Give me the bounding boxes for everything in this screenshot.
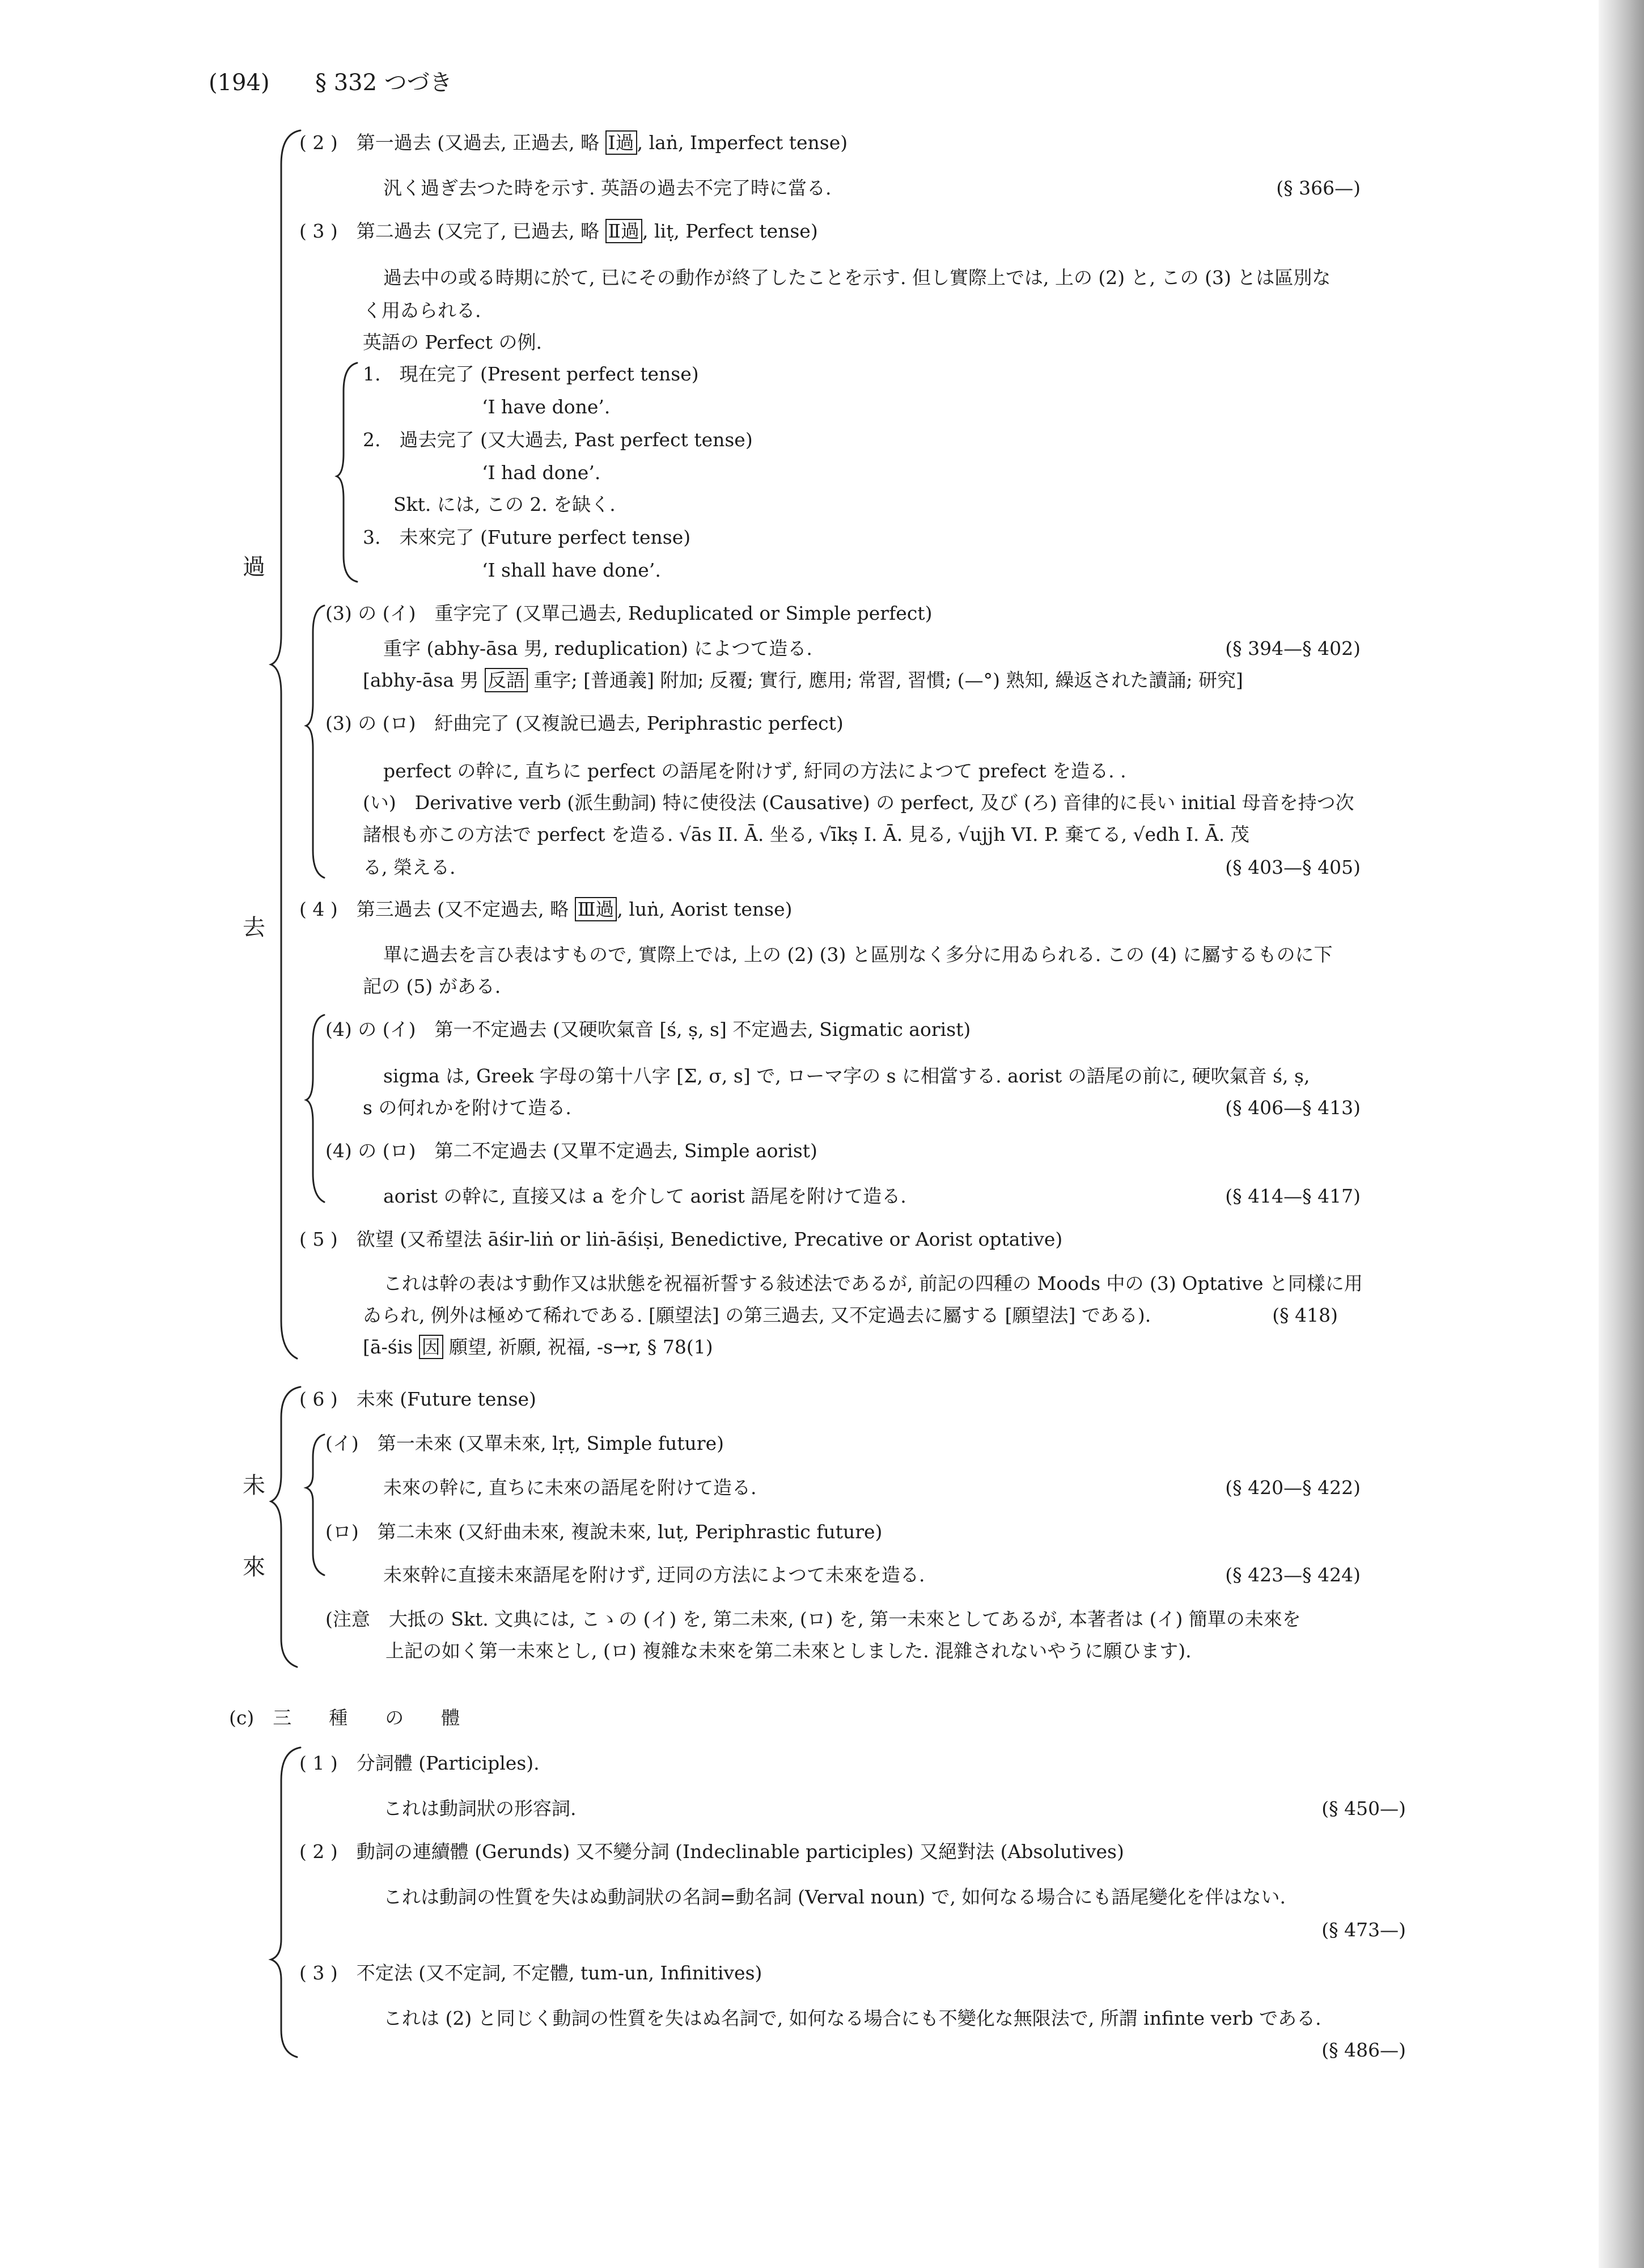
perfect-example-1: 1. 現在完了 (Present perfect tense) — [363, 363, 699, 385]
section-2-ref: (§ 366—) — [1276, 177, 1361, 199]
section-6-note: 上記の如く第一未來とし, (ロ) 複雜な未來を第二未來としました. 混雜されないやうに願ひます). — [385, 1640, 1192, 1662]
heading-text: , luṅ, Aorist tense) — [617, 898, 793, 920]
section-c1-ref: (§ 450—) — [1321, 1797, 1406, 1820]
section-6i-body: 未來の幹に, 直ちに未來の語尾を附けて造る. — [383, 1476, 757, 1499]
section-5-ref: (§ 418) — [1272, 1304, 1338, 1326]
section-3ro-ref: (§ 403—§ 405) — [1225, 856, 1361, 878]
section-5-body: ゐられ, 例外は極めて稀れである. [願望法] の第三過去, 又不定過去に屬する [願望法] である). — [363, 1304, 1151, 1326]
heading-text: ( 2 ) 第一過去 (又過去, 正過去, 略 — [299, 132, 605, 154]
section-c1-body: これは動詞狀の形容詞. — [383, 1797, 577, 1820]
section-4-body: 記の (5) がある. — [363, 975, 501, 997]
section-3-body: 過去中の或る時期に於て, 已にその動作が終了したことを示す. 但し實際上では, 上の (2) と, この (3) とは區別な — [383, 266, 1331, 289]
section-c-heading: (c) 三 種 の 體 — [229, 1707, 460, 1729]
section-5-body: これは幹の表はす動作又は狀態を祝福祈誓する敍述法であるが, 前記の四種の Moods 中の (3) Optative と同樣に用 — [383, 1272, 1363, 1294]
abbrev-box: Ⅰ過 — [605, 130, 637, 155]
section-4-body: 單に過去を言ひ表はすもので, 實際上では, 上の (2) (3) と區別なく多分に用ゐられる. この (4) に屬するものに下 — [383, 943, 1333, 966]
section-4-heading — [299, 898, 793, 921]
section-4ro-heading: (4) の (ロ) 第二不定過去 (又單不定過去, Simple aorist) — [325, 1140, 817, 1162]
section-5-heading: ( 5 ) 欲望 (又希望法 āśir-liṅ or liṅ-āśiṣi, Benedictive, Precative or Aorist optative) — [299, 1228, 1063, 1250]
heading-text: , liṭ, Perfect tense) — [642, 220, 818, 242]
perfect-example-3-quote: ‘I shall have done’. — [482, 559, 661, 581]
section-4i-body: s の何れかを附けて造る. — [363, 1097, 571, 1119]
perfect-example-note: Skt. には, この 2. を缺く. — [393, 493, 616, 515]
section-3ro-body: 諸根も亦この方法で perfect を造る. √ās II. Ā. 坐る, √īkṣ I. Ā. 見る, √ujjh VI. P. 棄てる, √edh I. Ā. 茂 — [363, 823, 1249, 845]
section-6i-heading: (イ) 第一未來 (又單未來, lṛṭ, Simple future) — [325, 1432, 724, 1454]
bracket-three-forms — [271, 1747, 300, 2057]
section-4i-ref: (§ 406—§ 413) — [1225, 1097, 1361, 1119]
section-6ro-body: 未來幹に直接未來語尾を附けず, 迂同の方法によつて未來を造る. — [383, 1564, 925, 1586]
abbrev-box: Ⅱ過 — [605, 219, 642, 243]
note-text: [ā-śis — [363, 1336, 419, 1358]
bracket-3i-3ro — [306, 606, 324, 878]
section-3ro-body: perfect の幹に, 直ちに perfect の語尾を附けず, 紆同の方法によつて prefect を造る. . — [383, 760, 1126, 782]
header-page-number: (194) — [209, 70, 270, 96]
header-title: § 332 つづき — [315, 70, 452, 96]
note-text: [abhy-āsa 男 — [363, 669, 485, 691]
section-c2-ref: (§ 473—) — [1321, 1919, 1406, 1941]
section-5-note — [363, 1336, 713, 1359]
section-3ro-body: (い) Derivative verb (派生動詞) 特に使役法 (Causative) の perfect, 及び (ろ) 音律的に長い initial 母音を持つ次 — [363, 792, 1354, 814]
section-3i-note — [363, 669, 1243, 692]
section-c3-ref: (§ 486—) — [1321, 2039, 1406, 2061]
bracket-perfect-examples — [337, 363, 357, 582]
perfect-example-3: 3. 未來完了 (Future perfect tense) — [363, 526, 691, 548]
section-2-heading — [299, 132, 848, 154]
side-label-future-2: 來 — [243, 1554, 265, 1580]
note-text: 重字; [普通義] 附加; 反覆; 實行, 應用; 常習, 習慣; (—°) 熟知, 繰返された讀誦; 研究] — [527, 669, 1243, 691]
abbrev-box: 反語 — [485, 668, 528, 692]
side-label-past-2: 去 — [243, 915, 265, 941]
section-c2-body: これは動詞の性質を失はぬ動詞狀の名詞=動名詞 (Verval noun) で, 如何なる場合にも語尾變化を伴はない. — [383, 1886, 1286, 1908]
heading-text: ( 4 ) 第三過去 (又不定過去, 略 — [299, 898, 575, 920]
side-label-future-1: 未 — [243, 1472, 265, 1499]
section-3-heading — [299, 220, 818, 243]
section-6-heading: ( 6 ) 未來 (Future tense) — [299, 1388, 536, 1410]
bracket-past — [271, 130, 300, 1359]
section-6-note: (注意 大抵の Skt. 文典には, こゝの (イ) を, 第二未來, (ロ) を, 第一未來としてあるが, 本著者は (イ) 簡單の未來を — [325, 1608, 1301, 1630]
section-4i-body: sigma は, Greek 字母の第十八字 [Σ, σ, s] で, ローマ字の s に相當する. aorist の語尾の前に, 硬吹氣音 ś, ṣ, — [383, 1065, 1310, 1087]
section-c1-heading: ( 1 ) 分詞體 (Participles). — [299, 1752, 540, 1774]
section-3i-body: 重字 (abhy-āsa 男, reduplication) によつて造る. — [383, 637, 812, 659]
heading-text: ( 3 ) 第二過去 (又完了, 已過去, 略 — [299, 220, 605, 242]
section-4ro-body: aorist の幹に, 直接又は a を介して aorist 語尾を附けて造る. — [383, 1185, 906, 1207]
section-3i-heading: (3) の (イ) 重字完了 (又單己過去, Reduplicated or Simple perfect) — [325, 602, 933, 624]
section-2-body: 汎く過ぎ去つた時を示す. 英語の過去不完了時に當る. — [383, 177, 832, 199]
abbrev-box: 因 — [419, 1335, 443, 1359]
section-4ro-ref: (§ 414—§ 417) — [1225, 1185, 1361, 1207]
section-6ro-ref: (§ 423—§ 424) — [1225, 1564, 1361, 1586]
section-6i-ref: (§ 420—§ 422) — [1225, 1476, 1361, 1499]
section-3-body: く用ゐられる. — [363, 299, 481, 321]
note-text: 願望, 祈願, 祝福, -s→r, § 78(1) — [443, 1336, 713, 1358]
perfect-example-2: 2. 過去完了 (又大過去, Past perfect tense) — [363, 429, 753, 451]
section-c3-heading: ( 3 ) 不定法 (又不定詞, 不定體, tum-un, Infinitives) — [299, 1962, 762, 1984]
section-3-english-intro: 英語の Perfect の例. — [363, 331, 542, 353]
bracket-4i-4ro — [306, 1015, 324, 1202]
section-3i-ref: (§ 394—§ 402) — [1225, 637, 1361, 659]
side-label-past-1: 過 — [243, 554, 265, 580]
perfect-example-2-quote: ‘I had done’. — [482, 462, 601, 484]
section-c3-body: これは (2) と同じく動詞の性質を失はぬ名詞で, 如何なる場合にも不變化な無限法で, 所謂 infinte verb である. — [383, 2007, 1321, 2029]
section-3ro-heading: (3) の (ロ) 紆曲完了 (又複說已過去, Periphrastic perfect) — [325, 712, 844, 734]
bracket-future — [271, 1387, 300, 1667]
section-c2-heading: ( 2 ) 動詞の連續體 (Gerunds) 又不變分詞 (Indeclinable participles) 又絕對法 (Absolutives) — [299, 1840, 1124, 1863]
abbrev-box: Ⅲ過 — [575, 897, 617, 921]
section-6ro-heading: (ロ) 第二未來 (又紆曲未來, 複說未來, luṭ, Periphrastic future) — [325, 1521, 883, 1543]
section-3ro-body: る, 榮える. — [363, 856, 456, 878]
heading-text: , laṅ, Imperfect tense) — [637, 132, 848, 154]
section-4i-heading: (4) の (イ) 第一不定過去 (又硬吹氣音 [ś, ṣ, s] 不定過去, Sigmatic aorist) — [325, 1018, 971, 1040]
perfect-example-1-quote: ‘I have done’. — [482, 396, 611, 418]
bracket-future-subitems — [306, 1435, 324, 1575]
